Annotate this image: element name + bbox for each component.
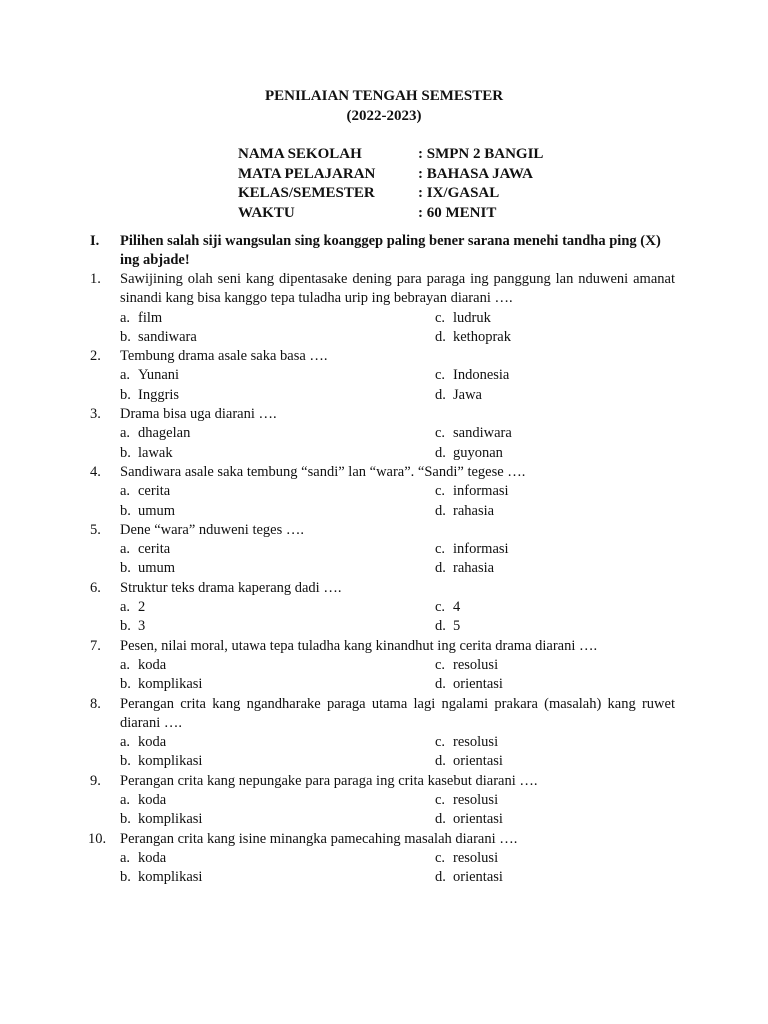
question-number: 7. <box>90 637 101 654</box>
option-a: a. 2 <box>120 599 146 616</box>
option-text: orientasi <box>453 676 503 693</box>
option-c: c. resolusi <box>435 656 499 673</box>
info-key: NAMA SEKOLAH <box>238 146 362 162</box>
question-stem: Perangan crita kang isine minangka pamecahing masalah diarani …. <box>120 830 518 847</box>
exam-info-block <box>238 145 598 223</box>
question-number: 2. <box>90 348 101 365</box>
option-text: komplikasi <box>138 869 203 886</box>
option-text: Inggris <box>138 386 180 403</box>
option-b: b. 3 <box>120 618 146 635</box>
question-options <box>120 424 675 463</box>
option-d: d. orientasi <box>435 869 503 886</box>
question-stem: Perangan crita kang nepungake para paraga ing crita kasebut diarani …. <box>120 772 538 789</box>
question-item <box>90 521 675 579</box>
option-b: b. sandiwara <box>120 328 197 345</box>
option-text: 3 <box>138 618 146 635</box>
question-number: 9. <box>90 772 101 789</box>
info-key: MATA PELAJARAN <box>238 165 376 182</box>
question-options <box>120 733 675 772</box>
question-stem: Tembung drama asale saka basa …. <box>120 348 328 365</box>
option-c: c. resolusi <box>435 849 499 866</box>
option-c: c. 4 <box>435 599 461 616</box>
option-a: a. film <box>120 309 163 326</box>
instruction-text <box>120 232 675 271</box>
option-text: orientasi <box>453 869 503 886</box>
info-value: : IX/GASAL <box>418 185 500 201</box>
option-text: Indonesia <box>453 367 510 384</box>
question-item <box>90 463 675 521</box>
question-stem: Pesen, nilai moral, utawa tepa tuladha kang kinandhut ing cerita drama diarani …. <box>120 637 598 654</box>
instruction-after: ) ing abjade! <box>120 233 661 269</box>
question-stem: Struktur teks drama kaperang dadi …. <box>120 579 342 596</box>
option-text: lawak <box>138 444 173 461</box>
option-d: d. orientasi <box>435 811 503 828</box>
option-b: b. komplikasi <box>120 676 203 693</box>
option-text: kethoprak <box>453 328 511 345</box>
info-key: WAKTU <box>238 204 295 221</box>
option-text: komplikasi <box>138 811 203 828</box>
option-text: umum <box>138 560 176 577</box>
option-c: c. Indonesia <box>435 367 510 384</box>
option-text: resolusi <box>453 734 499 751</box>
option-c: c. informasi <box>435 541 509 558</box>
question-stem: Sawijining olah seni kang dipentasake dening para paraga ing panggung lan nduweni amanat sinandi kang bisa kanggo tepa tuladha urip ing bebrayan diarani …. <box>120 271 675 307</box>
option-b: b. komplikasi <box>120 811 203 828</box>
option-d: d. Jawa <box>435 386 482 403</box>
option-a: a. koda <box>120 849 167 866</box>
option-text: orientasi <box>453 753 503 770</box>
question-list <box>90 270 675 888</box>
option-d: d. 5 <box>435 618 461 635</box>
exam-title: PENILAIAN TENGAH SEMESTER <box>264 88 504 104</box>
option-d: d. guyonan <box>435 444 503 461</box>
question-item <box>90 830 675 888</box>
option-c: c. ludruk <box>435 309 491 326</box>
option-text: rahasia <box>453 560 495 577</box>
option-text: koda <box>138 792 167 809</box>
option-b: b. komplikasi <box>120 869 203 886</box>
option-b: b. lawak <box>120 444 173 461</box>
option-a: a. koda <box>120 792 167 809</box>
exam-year: (2022-2023) <box>346 108 422 124</box>
question-number: 8. <box>90 695 101 712</box>
info-row-subject <box>238 165 598 185</box>
info-key: KELAS/SEMESTER <box>238 185 375 201</box>
option-text: Jawa <box>453 386 482 403</box>
option-text: koda <box>138 656 167 673</box>
x-mark: X <box>645 233 656 249</box>
question-options <box>120 309 675 348</box>
option-b: b. umum <box>120 502 176 519</box>
option-text: 5 <box>453 618 461 635</box>
option-c: c. informasi <box>435 483 509 500</box>
option-d: d. rahasia <box>435 502 495 519</box>
question-number: 3. <box>90 406 101 423</box>
question-number: 5. <box>90 521 101 538</box>
question-number: 1. <box>90 271 101 287</box>
info-value: : 60 MENIT <box>418 204 497 221</box>
question-number: 10. <box>88 830 107 847</box>
option-text: informasi <box>453 483 509 500</box>
option-text: rahasia <box>453 502 495 519</box>
option-b: b. komplikasi <box>120 753 203 770</box>
option-text: orientasi <box>453 811 503 828</box>
option-text: umum <box>138 502 176 519</box>
info-row-time <box>238 204 598 224</box>
option-b: b. umum <box>120 560 176 577</box>
option-a: a. cerita <box>120 483 171 500</box>
option-text: cerita <box>138 483 171 500</box>
option-text: komplikasi <box>138 676 203 693</box>
option-text: resolusi <box>453 792 499 809</box>
question-options <box>120 791 675 830</box>
question-options <box>120 656 675 695</box>
info-value: : BAHASA JAWA <box>418 165 534 182</box>
option-text: guyonan <box>453 444 503 461</box>
option-d: d. kethoprak <box>435 328 511 345</box>
option-d: d. orientasi <box>435 753 503 770</box>
question-item <box>90 405 675 463</box>
option-c: c. resolusi <box>435 734 499 751</box>
option-text: 4 <box>453 599 461 616</box>
question-options <box>120 540 675 579</box>
option-a: a. dhagelan <box>120 425 191 442</box>
option-text: koda <box>138 849 167 866</box>
option-d: d. rahasia <box>435 560 495 577</box>
instruction-before: Pilihen salah siji wangsulan sing koanggep paling bener sarana menehi tandha ping ( <box>120 233 646 249</box>
option-text: koda <box>138 734 167 751</box>
question-options <box>120 598 675 637</box>
question-item <box>90 772 675 830</box>
question-stem: Dene “wara” nduweni teges …. <box>120 521 304 538</box>
question-item <box>90 347 675 405</box>
option-text: komplikasi <box>138 753 203 770</box>
question-stem: Drama bisa uga diarani …. <box>120 406 277 423</box>
info-value: : SMPN 2 BANGIL <box>418 146 544 162</box>
option-b: b. Inggris <box>120 386 180 403</box>
option-c: c. sandiwara <box>435 425 512 442</box>
option-text: ludruk <box>453 309 491 326</box>
option-text: resolusi <box>453 656 499 673</box>
option-a: a. Yunani <box>120 367 180 384</box>
question-item <box>90 695 675 772</box>
question-number: 6. <box>90 579 101 596</box>
question-options <box>120 849 675 888</box>
option-text: sandiwara <box>453 425 512 442</box>
option-a: a. cerita <box>120 541 171 558</box>
option-text: cerita <box>138 541 171 558</box>
option-text: film <box>138 309 163 326</box>
question-item <box>90 270 675 347</box>
info-row-class <box>238 184 598 204</box>
question-stem: Perangan crita kang ngandharake paraga utama lagi ngalami prakara (masalah) kang ruwet diarani …. <box>120 695 675 731</box>
question-item <box>90 637 675 695</box>
question-options <box>120 366 675 405</box>
option-text: Yunani <box>138 367 180 384</box>
question-item <box>90 579 675 637</box>
option-a: a. koda <box>120 656 167 673</box>
option-text: sandiwara <box>138 328 197 345</box>
option-text: dhagelan <box>138 425 191 442</box>
question-stem: Sandiwara asale saka tembung “sandi” lan “wara”. “Sandi” tegese …. <box>120 463 526 480</box>
option-c: c. resolusi <box>435 792 499 809</box>
option-text: informasi <box>453 541 509 558</box>
question-number: 4. <box>90 463 101 480</box>
info-row-school <box>238 145 598 165</box>
option-text: 2 <box>138 599 146 616</box>
option-d: d. orientasi <box>435 676 503 693</box>
option-text: resolusi <box>453 849 499 866</box>
section-number: I. <box>90 233 100 249</box>
option-a: a. koda <box>120 734 167 751</box>
question-options <box>120 482 675 521</box>
